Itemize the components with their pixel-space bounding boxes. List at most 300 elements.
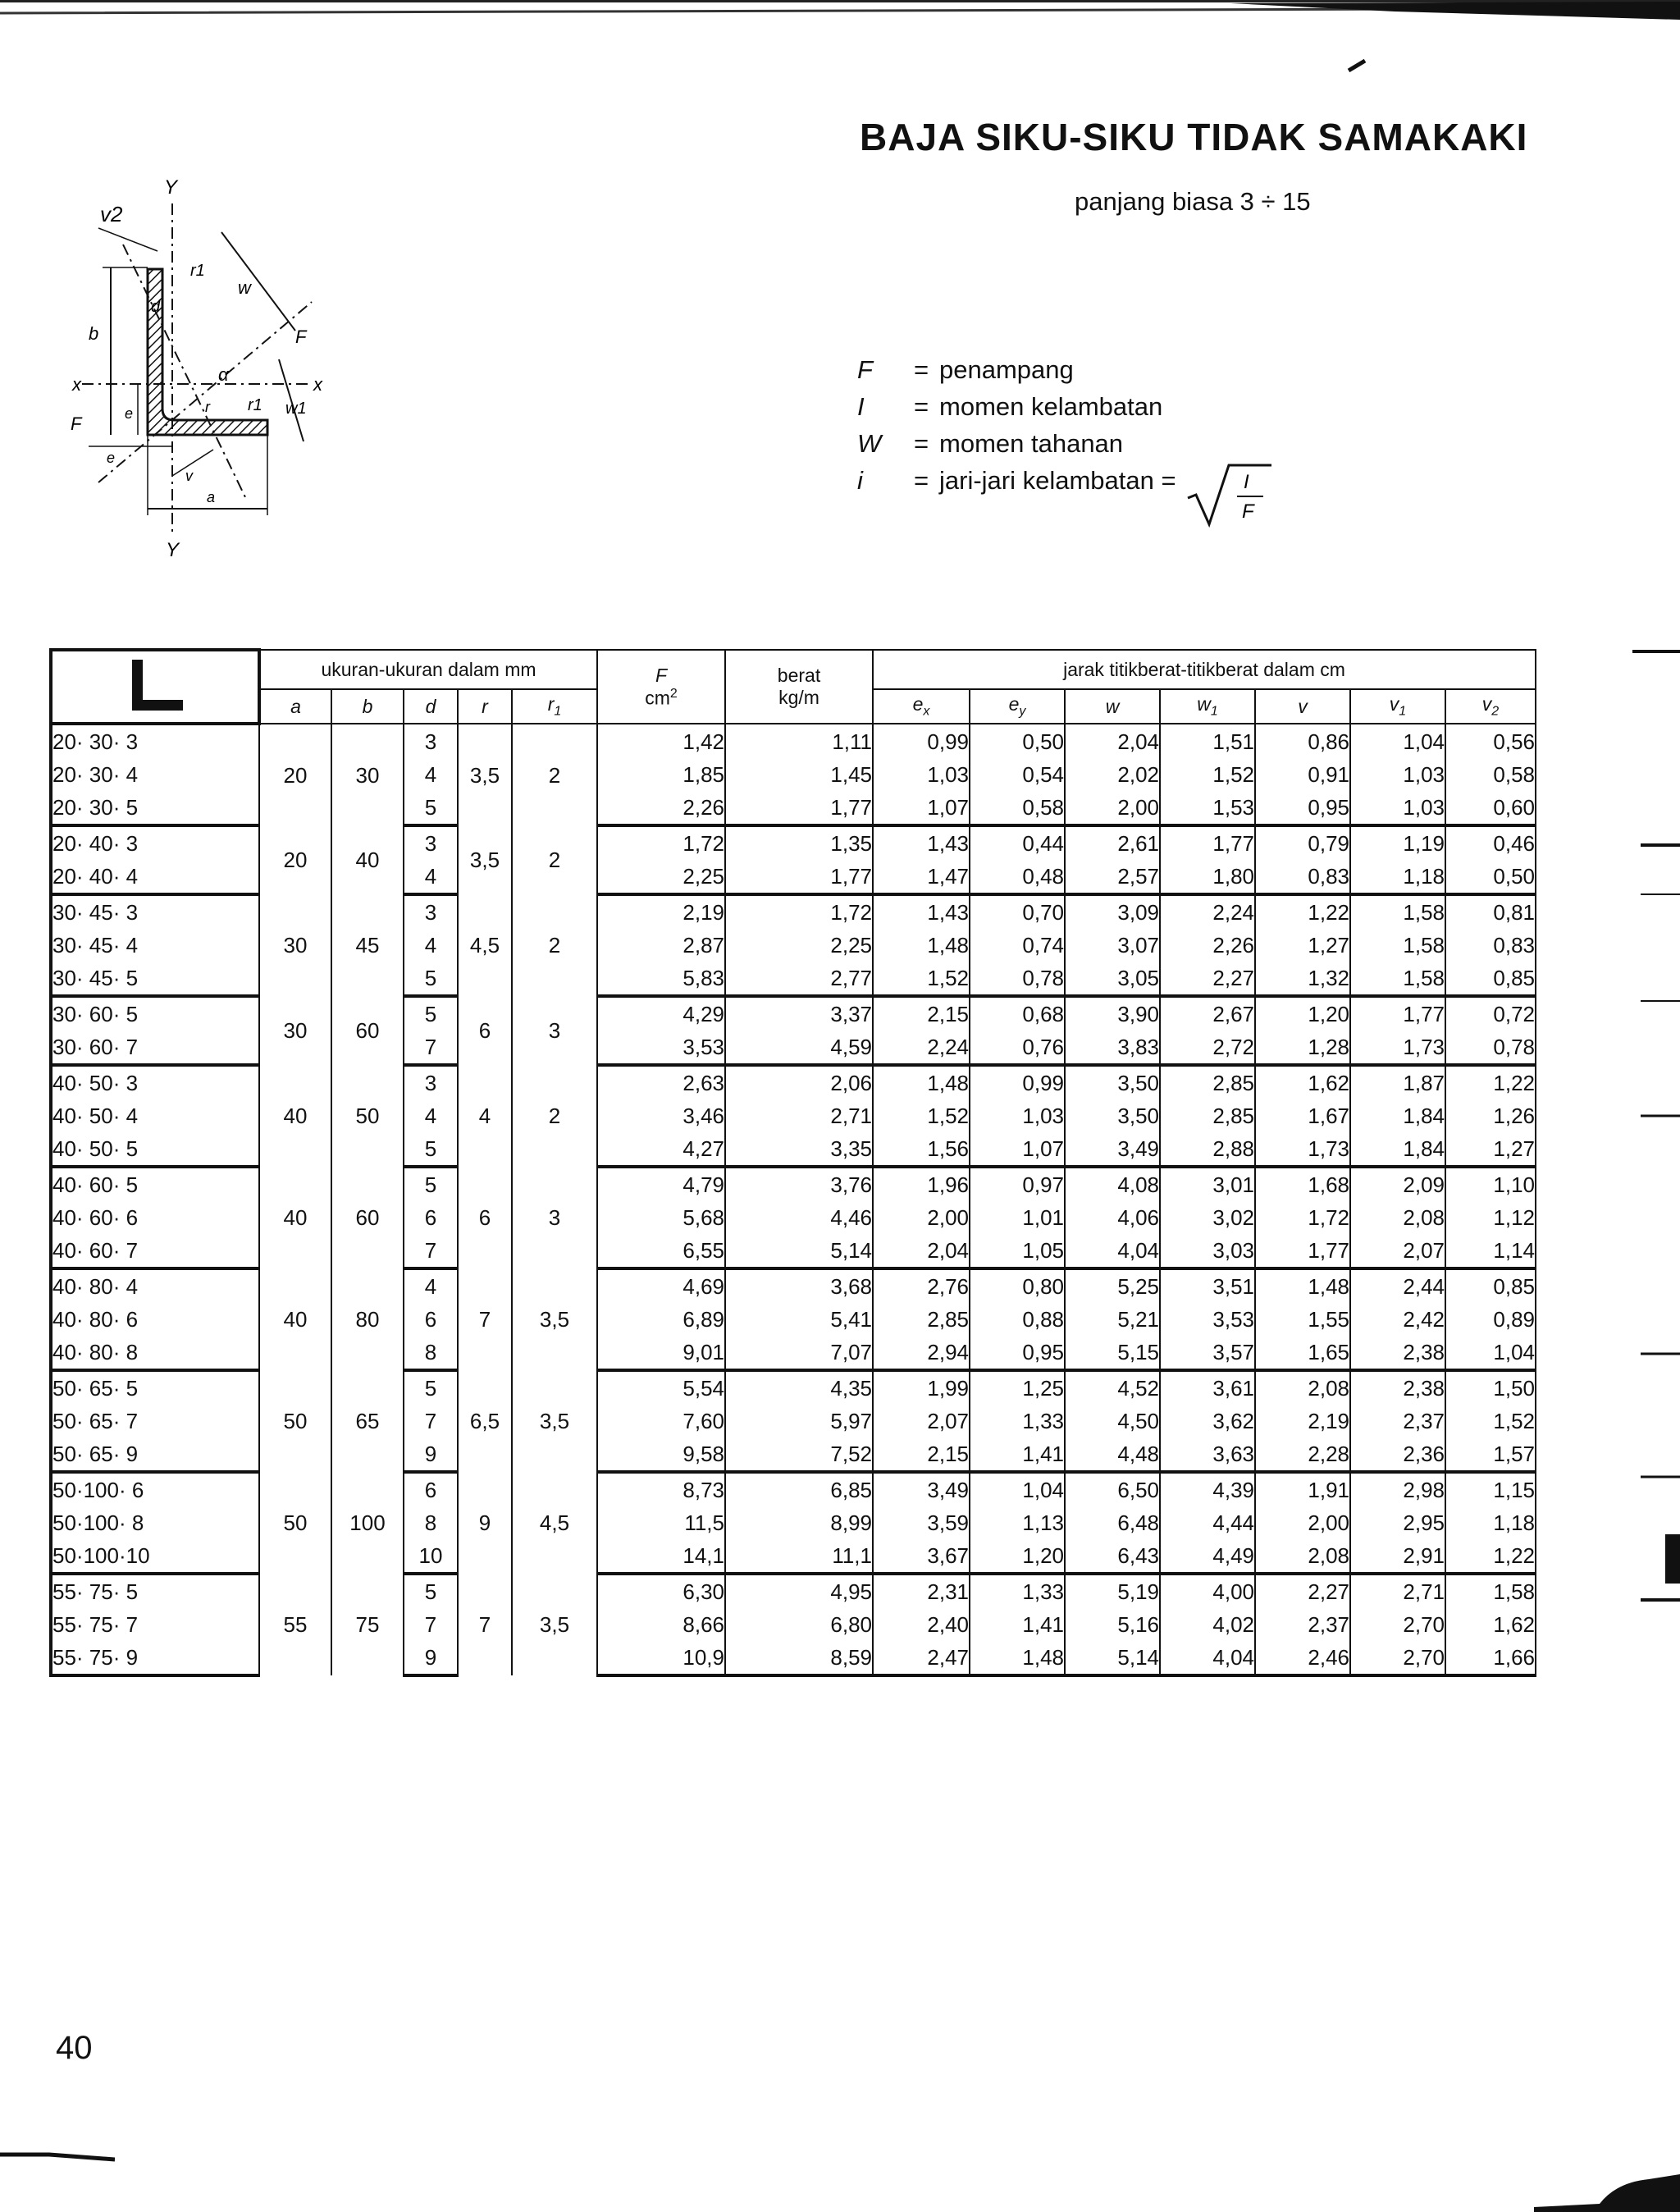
weight-value: 8,59	[725, 1641, 873, 1675]
v2-value: 0,81	[1445, 894, 1536, 929]
w-value: 2,61	[1065, 825, 1160, 860]
dim-a: 30	[259, 996, 331, 1065]
dim-d: 3	[404, 825, 458, 860]
profile-name: 40· 60· 7	[51, 1234, 259, 1268]
dim-b: 60	[331, 996, 404, 1065]
ey-value: 0,48	[970, 860, 1065, 894]
table-row	[51, 724, 1536, 758]
profile-name: 20· 30· 4	[51, 758, 259, 791]
ey-value: 0,68	[970, 996, 1065, 1031]
profile-name: 40· 60· 5	[51, 1167, 259, 1201]
ex-value: 2,24	[873, 1031, 970, 1065]
legend-text: momen tahanan	[939, 429, 1124, 458]
profile-name: 50· 65· 9	[51, 1437, 259, 1472]
dim-r1: 3	[512, 996, 597, 1065]
col-header-v1: $v_1$	[1350, 689, 1445, 724]
dim-d: 5	[404, 1132, 458, 1167]
w-value: 4,52	[1065, 1370, 1160, 1405]
ex-value: 0,99	[873, 724, 970, 758]
weight-value: 7,07	[725, 1336, 873, 1370]
table-row	[51, 1370, 1536, 1405]
weight-value: 2,25	[725, 929, 873, 962]
area-value: 2,26	[597, 791, 725, 825]
v1-value: 2,07	[1350, 1234, 1445, 1268]
diagram-label-e-bottom: e	[107, 450, 116, 466]
profile-name: 40· 80· 6	[51, 1303, 259, 1336]
legend-symbol: F	[857, 355, 873, 384]
weight-value: 3,37	[725, 996, 873, 1031]
area-value: 1,72	[597, 825, 725, 860]
w-value: 2,57	[1065, 860, 1160, 894]
v-value: 1,68	[1255, 1167, 1350, 1201]
v-value: 1,77	[1255, 1234, 1350, 1268]
ey-value: 0,80	[970, 1268, 1065, 1303]
diagram-label-r1-top: r1	[190, 262, 205, 280]
dim-d: 5	[404, 1167, 458, 1201]
col-header-v2: $v_2$	[1445, 689, 1536, 724]
weight-value: 2,71	[725, 1099, 873, 1132]
dim-r1: 3,5	[512, 1370, 597, 1472]
area-value: 6,30	[597, 1574, 725, 1608]
w1-value: 4,49	[1160, 1539, 1255, 1574]
v-value: 1,48	[1255, 1268, 1350, 1303]
dim-a: 40	[259, 1065, 331, 1167]
dim-a: 20	[259, 724, 331, 825]
ex-value: 1,56	[873, 1132, 970, 1167]
diagram-label-w1: w1	[285, 400, 307, 418]
v2-value: 0,78	[1445, 1031, 1536, 1065]
w1-value: 3,51	[1160, 1268, 1255, 1303]
dim-b: 50	[331, 1065, 404, 1167]
v-value: 1,28	[1255, 1031, 1350, 1065]
dim-r: 6	[458, 996, 512, 1065]
v1-value: 2,42	[1350, 1303, 1445, 1336]
ey-value: 0,97	[970, 1167, 1065, 1201]
dim-r1: 2	[512, 894, 597, 996]
v-value: 0,86	[1255, 724, 1350, 758]
v1-value: 2,70	[1350, 1608, 1445, 1641]
w-value: 5,14	[1065, 1641, 1160, 1675]
table-row	[51, 996, 1536, 1031]
diagram-label-x-left: x	[72, 374, 81, 395]
angle-profile-icon	[129, 658, 181, 711]
v2-value: 1,62	[1445, 1608, 1536, 1641]
ey-value: 0,99	[970, 1065, 1065, 1099]
w1-value: 3,53	[1160, 1303, 1255, 1336]
area-value: 2,87	[597, 929, 725, 962]
area-symbol: F	[655, 664, 668, 686]
diagram-label-r1-mid: r1	[248, 396, 262, 414]
area-value: 11,5	[597, 1506, 725, 1539]
legend-symbol: i	[857, 466, 863, 495]
ex-value: 1,52	[873, 1099, 970, 1132]
weight-value: 1,77	[725, 791, 873, 825]
dim-d: 5	[404, 996, 458, 1031]
ex-value: 1,43	[873, 894, 970, 929]
weight-value: 4,59	[725, 1031, 873, 1065]
dim-b: 40	[331, 825, 404, 894]
w1-value: 1,77	[1160, 825, 1255, 860]
dim-b: 100	[331, 1472, 404, 1574]
area-value: 5,83	[597, 962, 725, 996]
w-value: 3,07	[1065, 929, 1160, 962]
weight-value: 5,97	[725, 1405, 873, 1437]
w1-value: 4,02	[1160, 1608, 1255, 1641]
profile-name: 20· 30· 5	[51, 791, 259, 825]
weight-value: 1,72	[725, 894, 873, 929]
v-value: 2,08	[1255, 1370, 1350, 1405]
w-value: 3,50	[1065, 1065, 1160, 1099]
dim-d: 5	[404, 962, 458, 996]
dim-r1: 3,5	[512, 1574, 597, 1675]
v1-value: 2,38	[1350, 1336, 1445, 1370]
w1-value: 1,80	[1160, 860, 1255, 894]
w-value: 2,02	[1065, 758, 1160, 791]
area-value: 3,46	[597, 1099, 725, 1132]
dim-d: 7	[404, 1234, 458, 1268]
area-value: 9,01	[597, 1336, 725, 1370]
v1-value: 2,37	[1350, 1405, 1445, 1437]
legend-symbol: I	[857, 392, 865, 421]
profile-name: 40· 50· 3	[51, 1065, 259, 1099]
dim-d: 4	[404, 860, 458, 894]
area-value: 1,42	[597, 724, 725, 758]
dim-b: 30	[331, 724, 404, 825]
w1-value: 4,44	[1160, 1506, 1255, 1539]
ex-value: 1,48	[873, 1065, 970, 1099]
ey-value: 1,05	[970, 1234, 1065, 1268]
ex-value: 2,40	[873, 1608, 970, 1641]
col-header-ey: $e_y$	[970, 689, 1065, 724]
ex-value: 1,47	[873, 860, 970, 894]
w1-value: 2,88	[1160, 1132, 1255, 1167]
ey-value: 1,03	[970, 1099, 1065, 1132]
v1-value: 1,03	[1350, 791, 1445, 825]
diagram-label-alpha: α	[218, 364, 229, 385]
page-title: BAJA SIKU-SIKU TIDAK SAMAKAKI	[860, 116, 1528, 158]
ey-value: 1,33	[970, 1405, 1065, 1437]
area-value: 1,85	[597, 758, 725, 791]
w-value: 6,50	[1065, 1472, 1160, 1506]
profile-name: 40· 60· 6	[51, 1201, 259, 1234]
weight-value: 6,80	[725, 1608, 873, 1641]
profile-name: 40· 80· 4	[51, 1268, 259, 1303]
v1-value: 2,98	[1350, 1472, 1445, 1506]
profile-name: 30· 45· 5	[51, 962, 259, 996]
weight-label: berat	[777, 665, 821, 686]
scan-edge-bottom-right	[1534, 2133, 1680, 2212]
v-value: 1,27	[1255, 929, 1350, 962]
dim-r1: 2	[512, 1065, 597, 1167]
dim-r: 4	[458, 1065, 512, 1167]
dim-b: 60	[331, 1167, 404, 1268]
diagram-label-v2: v2	[100, 202, 123, 226]
v1-value: 1,19	[1350, 825, 1445, 860]
v-value: 1,72	[1255, 1201, 1350, 1234]
w1-value: 4,04	[1160, 1641, 1255, 1675]
dim-a: 40	[259, 1167, 331, 1268]
dim-r1: 4,5	[512, 1472, 597, 1574]
diagram-label-b: b	[89, 323, 99, 344]
weight-value: 2,06	[725, 1065, 873, 1099]
v1-value: 1,58	[1350, 894, 1445, 929]
dim-d: 5	[404, 1574, 458, 1608]
dim-d: 3	[404, 1065, 458, 1099]
profile-name: 50· 65· 7	[51, 1405, 259, 1437]
v2-value: 0,85	[1445, 962, 1536, 996]
sqrt-denominator: F	[1241, 500, 1254, 523]
ey-value: 0,76	[970, 1031, 1065, 1065]
w1-value: 1,52	[1160, 758, 1255, 791]
ex-value: 2,15	[873, 1437, 970, 1472]
diagram-label-d: d	[151, 298, 161, 316]
dim-b: 45	[331, 894, 404, 996]
v2-value: 0,60	[1445, 791, 1536, 825]
weight-value: 11,1	[725, 1539, 873, 1574]
table-row	[51, 825, 1536, 860]
v1-value: 2,95	[1350, 1506, 1445, 1539]
ex-value: 3,67	[873, 1539, 970, 1574]
profile-name: 50·100· 8	[51, 1506, 259, 1539]
ex-value: 2,94	[873, 1336, 970, 1370]
area-value: 5,54	[597, 1370, 725, 1405]
v1-value: 2,71	[1350, 1574, 1445, 1608]
distance-group-header: jarak titikberat-titikberat dalam cm	[873, 650, 1536, 689]
dim-d: 9	[404, 1641, 458, 1675]
w-value: 3,90	[1065, 996, 1160, 1031]
diagram-label-a: a	[207, 489, 216, 505]
weight-unit: kg/m	[778, 687, 819, 708]
v1-value: 2,38	[1350, 1370, 1445, 1405]
area-value: 5,68	[597, 1201, 725, 1234]
w-value: 6,43	[1065, 1539, 1160, 1574]
w1-value: 2,85	[1160, 1065, 1255, 1099]
dim-d: 10	[404, 1539, 458, 1574]
ey-value: 0,74	[970, 929, 1065, 962]
v-value: 2,08	[1255, 1539, 1350, 1574]
ey-value: 0,88	[970, 1303, 1065, 1336]
weight-value: 3,35	[725, 1132, 873, 1167]
col-header-r: r	[458, 689, 512, 724]
v-value: 1,22	[1255, 894, 1350, 929]
profile-name: 55· 75· 7	[51, 1608, 259, 1641]
area-value: 8,73	[597, 1472, 725, 1506]
angle-symbol-header	[51, 650, 259, 724]
w-value: 5,25	[1065, 1268, 1160, 1303]
v1-value: 2,91	[1350, 1539, 1445, 1574]
profile-name: 20· 30· 3	[51, 724, 259, 758]
v2-value: 1,26	[1445, 1099, 1536, 1132]
w-value: 3,09	[1065, 894, 1160, 929]
w1-value: 3,03	[1160, 1234, 1255, 1268]
dim-d: 4	[404, 1099, 458, 1132]
v2-value: 0,83	[1445, 929, 1536, 962]
v-value: 1,32	[1255, 962, 1350, 996]
dim-b: 80	[331, 1268, 404, 1370]
area-value: 2,25	[597, 860, 725, 894]
ex-value: 1,43	[873, 825, 970, 860]
weight-value: 8,99	[725, 1506, 873, 1539]
diagram-label-w: w	[238, 277, 251, 298]
v-value: 2,46	[1255, 1641, 1350, 1675]
ey-value: 0,58	[970, 791, 1065, 825]
v2-value: 1,57	[1445, 1437, 1536, 1472]
ey-value: 1,48	[970, 1641, 1065, 1675]
v-value: 2,37	[1255, 1608, 1350, 1641]
dim-d: 6	[404, 1201, 458, 1234]
legend-row	[857, 425, 1275, 462]
w1-value: 2,85	[1160, 1099, 1255, 1132]
ex-value: 2,07	[873, 1405, 970, 1437]
w-value: 4,48	[1065, 1437, 1160, 1472]
diagram-label-y-bottom: Y	[166, 539, 180, 561]
profile-name: 40· 50· 5	[51, 1132, 259, 1167]
dim-r: 6	[458, 1167, 512, 1268]
v-value: 1,55	[1255, 1303, 1350, 1336]
ey-value: 1,04	[970, 1472, 1065, 1506]
dim-r: 7	[458, 1268, 512, 1370]
angle-section-diagram	[66, 171, 345, 564]
symbol-legend	[857, 351, 1275, 523]
weight-value: 1,45	[725, 758, 873, 791]
v-value: 1,67	[1255, 1099, 1350, 1132]
v-value: 1,65	[1255, 1336, 1350, 1370]
v2-value: 0,56	[1445, 724, 1536, 758]
v-value: 2,19	[1255, 1405, 1350, 1437]
weight-value: 4,35	[725, 1370, 873, 1405]
w-value: 4,08	[1065, 1167, 1160, 1201]
diagram-label-e-left: e	[125, 405, 134, 422]
w1-value: 3,57	[1160, 1336, 1255, 1370]
dim-d: 5	[404, 791, 458, 825]
weight-value: 7,52	[725, 1437, 873, 1472]
ex-value: 2,31	[873, 1574, 970, 1608]
dim-d: 7	[404, 1405, 458, 1437]
dim-d: 8	[404, 1336, 458, 1370]
area-unit: $cm^2$	[645, 686, 678, 709]
dim-a: 40	[259, 1268, 331, 1370]
w1-value: 3,62	[1160, 1405, 1255, 1437]
dim-d: 3	[404, 724, 458, 758]
area-value: 4,69	[597, 1268, 725, 1303]
profile-table-body	[51, 724, 1536, 1675]
dim-a: 50	[259, 1370, 331, 1472]
dim-d: 7	[404, 1031, 458, 1065]
legend-row	[857, 351, 1275, 388]
weight-value: 6,85	[725, 1472, 873, 1506]
sqrt-formula	[1185, 462, 1275, 528]
v1-value: 1,73	[1350, 1031, 1445, 1065]
v2-value: 1,15	[1445, 1472, 1536, 1506]
v2-value: 1,14	[1445, 1234, 1536, 1268]
weight-value: 3,76	[725, 1167, 873, 1201]
ey-value: 0,54	[970, 758, 1065, 791]
w1-value: 2,72	[1160, 1031, 1255, 1065]
table-row	[51, 1167, 1536, 1201]
v2-value: 0,72	[1445, 996, 1536, 1031]
diagram-label-x-right: x	[313, 374, 322, 395]
v1-value: 1,18	[1350, 860, 1445, 894]
dim-d: 4	[404, 1268, 458, 1303]
w-value: 5,21	[1065, 1303, 1160, 1336]
v2-value: 1,10	[1445, 1167, 1536, 1201]
v2-value: 0,46	[1445, 825, 1536, 860]
v2-value: 1,66	[1445, 1641, 1536, 1675]
dim-r: 6,5	[458, 1370, 512, 1472]
pen-mark	[1345, 57, 1370, 74]
diagram-label-v: v	[185, 468, 193, 484]
w1-value: 2,27	[1160, 962, 1255, 996]
v2-value: 0,58	[1445, 758, 1536, 791]
profile-name: 40· 80· 8	[51, 1336, 259, 1370]
ex-value: 2,76	[873, 1268, 970, 1303]
legend-row	[857, 462, 1275, 523]
v1-value: 1,87	[1350, 1065, 1445, 1099]
weight-header	[725, 650, 873, 724]
v2-value: 1,27	[1445, 1132, 1536, 1167]
w1-value: 4,39	[1160, 1472, 1255, 1506]
v1-value: 1,04	[1350, 724, 1445, 758]
v2-value: 1,58	[1445, 1574, 1536, 1608]
diagram-label-y-top: Y	[164, 176, 178, 199]
v1-value: 1,03	[1350, 758, 1445, 791]
dim-r1: 3	[512, 1167, 597, 1268]
ex-value: 1,52	[873, 962, 970, 996]
v-value: 0,79	[1255, 825, 1350, 860]
ex-value: 1,99	[873, 1370, 970, 1405]
dim-r1: 2	[512, 724, 597, 825]
legend-equals: =	[913, 392, 929, 421]
w-value: 4,04	[1065, 1234, 1160, 1268]
dim-r1: 3,5	[512, 1268, 597, 1370]
weight-value: 1,11	[725, 724, 873, 758]
w-value: 5,16	[1065, 1608, 1160, 1641]
v2-value: 1,50	[1445, 1370, 1536, 1405]
weight-value: 5,41	[725, 1303, 873, 1336]
dim-a: 30	[259, 894, 331, 996]
dim-d: 9	[404, 1437, 458, 1472]
area-header	[597, 650, 725, 724]
dim-d: 4	[404, 758, 458, 791]
ey-value: 0,50	[970, 724, 1065, 758]
profile-name: 20· 40· 3	[51, 825, 259, 860]
profile-name: 30· 60· 7	[51, 1031, 259, 1065]
v1-value: 1,58	[1350, 929, 1445, 962]
dim-d: 7	[404, 1608, 458, 1641]
v2-value: 1,04	[1445, 1336, 1536, 1370]
weight-value: 3,68	[725, 1268, 873, 1303]
col-header-b: b	[331, 689, 404, 724]
dim-d: 8	[404, 1506, 458, 1539]
w-value: 2,00	[1065, 791, 1160, 825]
ey-value: 1,01	[970, 1201, 1065, 1234]
v1-value: 2,44	[1350, 1268, 1445, 1303]
legend-text: jari-jari kelambatan =	[939, 466, 1176, 495]
table-row	[51, 894, 1536, 929]
v1-value: 2,36	[1350, 1437, 1445, 1472]
legend-equals: =	[913, 429, 929, 458]
scan-edge-right	[1583, 624, 1680, 1690]
ey-value: 0,95	[970, 1336, 1065, 1370]
v-value: 0,95	[1255, 791, 1350, 825]
v1-value: 2,08	[1350, 1201, 1445, 1234]
dim-r: 3,5	[458, 724, 512, 825]
v2-value: 1,18	[1445, 1506, 1536, 1539]
area-value: 8,66	[597, 1608, 725, 1641]
weight-value: 4,95	[725, 1574, 873, 1608]
w1-value: 2,67	[1160, 996, 1255, 1031]
col-header-r1: $r_1$	[512, 689, 597, 724]
